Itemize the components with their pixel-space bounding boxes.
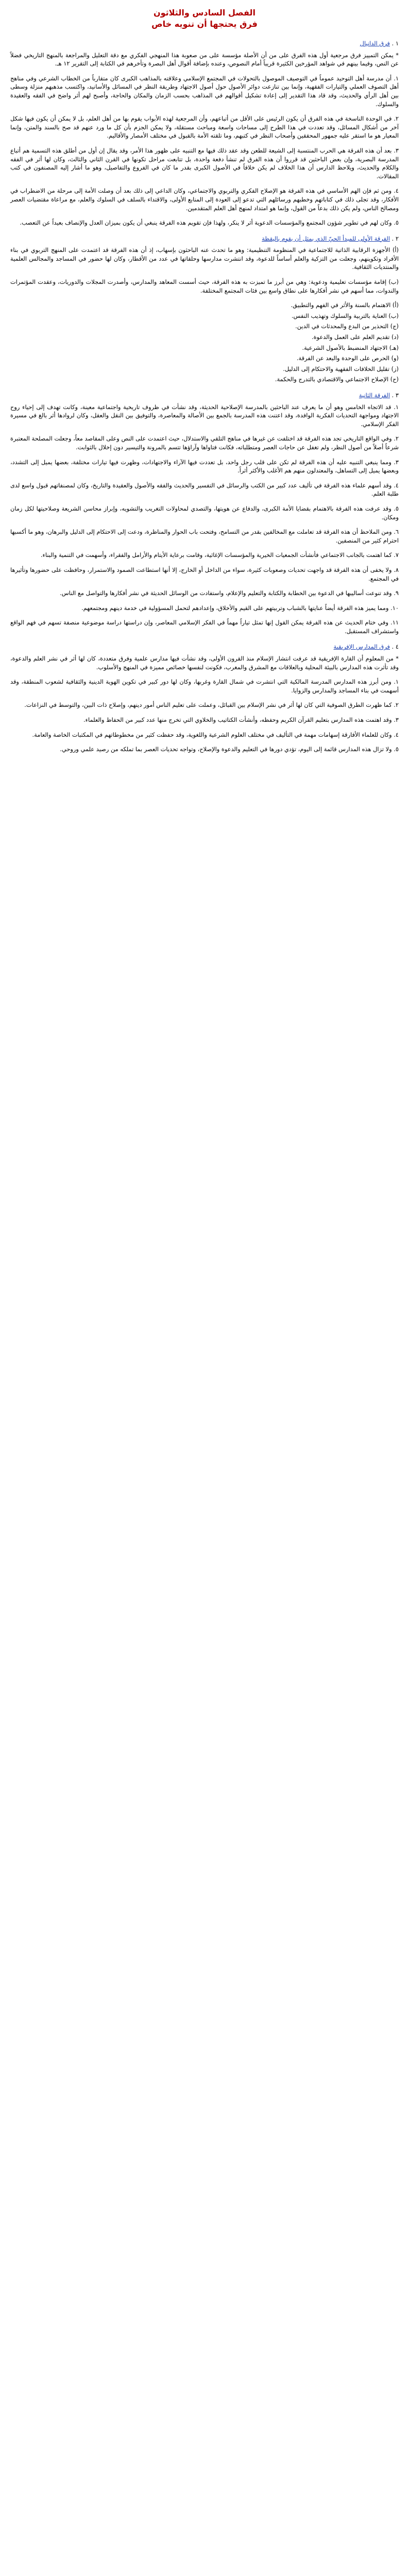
section-number: ٤: [395, 643, 399, 651]
paragraph: * من المعلوم أن القارة الإفريقية قد عرفت انتشار الإسلام منذ القرون الأولى، وقد نشأت فيها مدارس علمية وفرق متعددة، كان لها أثر في نشر العلم والدعوة، وقد تأثرت هذه المدارس بالبيئة المحلية وبالعلاقات مع المشرق والمغرب، فكونت لنفسها خصائص مميزة في المنهج والأسلوب.: [10, 655, 399, 671]
paragraph: ٤. ومن ثم فإن الهم الأساسي في هذه الفرقة هو الإصلاح الفكري والتربوي والاجتماعي، وكان الداعي إلى ذلك بعد أن وصلت الأمة إلى مرحلة من الاضطراب في الأفكار، وقد تجلى ذلك في كتاباتهم وخطبهم ورسائلهم التي تدعو إلى العودة إلى المنابع الأولى، والاقتداء بالسلف في السلوك والعلم، مع مراعاة مقتضيات العصر ومصالح الناس، ولم يكن ذلك بدعاً من القول، وإنما هو امتداد لمنهج أهل العلم المتقدمين.: [10, 187, 399, 212]
section-title-link[interactable]: الفرقة الأولى للمبدأ الحيّ الذي يمثل أن يقوم باليقظة: [262, 234, 390, 242]
paragraph: ١٠. ومما يميز هذه الفرقة أيضاً عنايتها بالشباب وتربيتهم على القيم والأخلاق، وإعدادهم لتحمل المسؤولية في خدمة دينهم ومجتمعهم.: [81, 604, 399, 612]
paragraph: * يمكن التمييز فرق مرجعية أول هذه الفرق على من أن الأصلة مؤسسة على من صعوبة هذا المنهجي الفكري مع دقة التعليل والمراجعة بالمنهج التاريخي فضلاً عن النص، وفيما بينهم في شواهد المؤرخين الكثيرة قريباً أمام النصوص، وعنده بإضافة أقوال أهل البصرة وتأخرهم في الكتابة إلى التقرير ١٢ هـ.: [10, 51, 399, 67]
list-item: (د) تقديم العلم على العمل والدعوة.: [312, 333, 399, 341]
list-item: (و) الحرص على الوحدة والبعد عن الفرقة.: [296, 354, 399, 362]
paragraph: ٣. وقد اهتمت هذه المدارس بتعليم القرآن الكريم وحفظه، وأنشأت الكتاتيب والخلاوي التي تخرج منها عدد كبير من الحفاظ والعلماء.: [83, 716, 399, 724]
paragraph: ٨. ولا يخفى أن هذه الفرقة قد واجهت تحديات وصعوبات كثيرة، سواء من الداخل أو الخارج، إلا أنها استطاعت الصمود والاستمرار، وحافظت على حضورها وتأثيرها في المجتمع.: [10, 566, 399, 582]
section-number: ١: [395, 40, 399, 47]
section-number: ٢: [395, 234, 399, 242]
paragraph: (ب) إقامة مؤسسات تعليمية ودعوية: وهي من أبرز ما تميزت به هذه الفرقة، حيث أسست المعاهد والمدارس، وأصدرت المجلات والدوريات، وعقدت المؤتمرات والندوات، مما أسهم في نشر أفكارها على نطاق واسع بين فئات المجتمع المختلفة.: [10, 278, 399, 294]
paragraph: ٣. ومما ينبغي التنبيه عليه أن هذه الفرقة لم تكن على قلب رجل واحد، بل تعددت فيها الآراء والاجتهادات، وظهرت فيها تيارات مختلفة، بعضها يميل إلى التشدد، وبعضها يميل إلى التساهل، والمعتدلون منهم هم الأغلب والأكثر أثراً.: [10, 458, 399, 474]
chapter-subtitle: فرق يحتجها أن تنويه خاص: [151, 19, 258, 29]
section-heading-4: ٤ . فرق المدارس الإفريقية: [333, 643, 399, 651]
paragraph: ٤. وقد أسهم علماء هذه الفرقة في تأليف عدد كبير من الكتب والرسائل في التفسير والحديث والفقه والأصول والعقيدة والتاريخ، وكان لمصنفاتهم قبول واسع لدى طلبة العلم.: [10, 481, 399, 498]
section-title-link[interactable]: فرق المدارس الإفريقية: [333, 643, 390, 651]
section-heading-2: ٢ . الفرقة الأولى للمبدأ الحيّ الذي يمثل أن يقوم باليقظة: [262, 234, 399, 242]
paragraph: ١. أن مدرسة أهل التوحيد عموماً في التوصيف الموصول بالتحولات في المجتمع الإسلامي وعلاقته بالمذاهب الكبرى كان متقارباً من الخطاب الشرعي وفي مناهج أهل التصوف العملي والتيارات الفقهية، وإنما بين تنازعت دوائر الأصول حول أصول الاجتهاد وطريقة النظر في المسائل والأسانيد، واكتسب مذهبهم منزلة وسطى بين أهل الرأي والحديث، وقد قاد هذا التقدير إلى إعادة تشكيل أقوالهم في المذاهب بحسب الزمان والمكان والحاجة، وأصبح لهم أثر واضح في الفقه والعقيدة والسلوك.: [10, 74, 399, 108]
section-number: ٣: [395, 392, 399, 399]
paragraph: ٩. وقد تنوعت أساليبها في الدعوة بين الخطابة والكتابة والتعليم والإعلام، واستفادت من الوسائل الحديثة في نشر أفكارها والتواصل مع الناس.: [60, 589, 399, 597]
paragraph: ٢. كما ظهرت الطرق الصوفية التي كان لها أثر في نشر الإسلام بين القبائل، وعملت على تعليم الناس أمور دينهم، وإصلاح ذات البين، والتوسط في النزاعات.: [24, 701, 399, 709]
section-heading-1: ١ . فرق الدانيال: [360, 40, 399, 47]
paragraph: ١١. وفي ختام الحديث عن هذه الفرقة يمكن القول إنها تمثل تياراً مهماً في الفكر الإسلامي المعاصر، وإن دراستها دراسة موضوعية منصفة تسهم في فهم الواقع واستشراف المستقبل.: [10, 619, 399, 635]
document-page: [0, 0, 409, 754]
paragraph: (أ) الأجهزة الرقابية الذاتية للاجتماعية في المنظومة التنظيمية: وهو ما تحدث عنه الباحثون بإسهاب، إذ أن هذه الفرقة قد اعتمدت على المنهج التربوي في بناء الأفراد وتكوينهم، وجعلت من التزكية والعلم أساساً للدعوة، وقد انتشرت مدارسها وحلقاتها في عدد من الأقطار، وكان لها حضور في المساجد والمجالس العلمية والمنتديات الثقافية.: [10, 246, 399, 271]
paragraph: ٦. ومن الملاحظ أن هذه الفرقة قد تعاملت مع المخالفين بقدر من التسامح، وفتحت باب الحوار والمناظرة، ودعت إلى الاحتكام إلى الدليل والبرهان، وهو ما أكسبها احترام كثير من المنصفين.: [10, 528, 399, 544]
paragraph: ٥. وكان لهم في تطوير شؤون المجتمع والمؤسسات الدعوية أثر لا ينكر، ولهذا فإن تقويم هذه الفرقة ينبغي أن يكون بميزان العدل والإنصاف بعيداً عن التعصب.: [20, 219, 399, 227]
list-item: (ب) العناية بالتربية والسلوك وتهذيب النفس.: [291, 312, 399, 319]
list-item: (ج) التحذير من البدع والمحدثات في الدين.: [295, 323, 399, 330]
bullet-list: [10, 301, 399, 384]
paragraph: ١. ومن أبرز هذه المدارس المدرسة المالكية التي انتشرت في شمال القارة وغربها، وكان لها دور كبير في تكوين الهوية الدينية والثقافية لشعوب المنطقة، وقد أسهمت في بناء المساجد والمدارس والزوايا.: [10, 678, 399, 694]
list-item: (هـ) الاجتهاد المنضبط بالأصول الشرعية.: [302, 344, 399, 351]
paragraph: ٢. وفي الواقع التاريخي تجد هذه الفرقة قد اختلفت عن غيرها في مناهج التلقي والاستدلال، حيث اعتمدت على النص وعلى المقاصد معاً، وجعلت المصلحة المعتبرة شرعاً أصلاً من أصول النظر، ولم تغفل عن حاجات العصر ومتطلباته، فكانت فتاواها وآراؤها تتسم بالمرونة والتيسير دون إخلال بالثوابت.: [10, 435, 399, 451]
paragraph: ٧. كما اهتمت بالجانب الاجتماعي فأنشأت الجمعيات الخيرية والمؤسسات الإغاثية، وقامت برعاية الأيتام والأرامل والفقراء، وأسهمت في التنمية والبناء.: [40, 551, 399, 559]
paragraph: ١. قد الاتجاه الخامس وهو أن ما يعرف عند الباحثين بالمدرسة الإصلاحية الحديثة، وقد نشأت في ظروف تاريخية واجتماعية معينة، وكانت تهدف إلى إحياء روح الاجتهاد ومواجهة التحديات الفكرية الوافدة، وقد اعتنت هذه المدرسة بالجمع بين الأصالة والمعاصرة، والتوفيق بين النقل والعقل، وكان لروادها أثر بالغ في مسيرة الفكر الإسلامي.: [10, 403, 399, 428]
section-title-link[interactable]: فرق الدانيال: [360, 40, 390, 47]
paragraph: ٥. وقد عرفت هذه الفرقة بالاهتمام بقضايا الأمة الكبرى، والدفاع عن هويتها، والتصدي لمحاولات التغريب والتشويه، وإبراز محاسن الشريعة وصلاحيتها لكل زمان ومكان.: [10, 504, 399, 521]
chapter-title: الفصل السادس والثلاثون: [153, 8, 256, 18]
paragraph: ٣. بعد أن هذه الفرقة هي الحرب المنتسبة إلى الشيعة للطعن وقد عقد ذلك فيها مع التنبيه على ظهور هذا الأمر، وقد يقال إن أول من أطلق هذه التسمية هم أتباع المدرسة البصرية، وإن بعض الباحثين قد قرروا أن هذه الفرق لم تنشأ دفعة واحدة، بل تتابعت مراحل تكونها في القرن الثاني والثالث، وكان لها أثر في الفقه والكلام والحديث، ويلاحظ الدارس أن هذا الخلاف لم يكن خلافاً في الأصول الكبرى بقدر ما كان في الفروع والتفاصيل، وهو ما أشار إليه المصنفون في كتب المقالات.: [10, 146, 399, 180]
paragraph: ٢. في الوحدة الناسخة في هذه الفرق أن يكون الرئيس على الأقل من أتباعهم، وأن المرجعية لهذه الأبواب يقوم بها من أهل العلم، بل لا يمكن أن يكون فيها شكل آخر من أشكال المسائل، وقد تعددت في هذا الطرح إلى مساحات واسعة ومباحث مستقلة، ولا يمكن الجزم بأن كل ما ورد عنهم قد صح بالسند والمتن، وإنما المعيار هو ما استقر عليه جمهور المحققين وأصحاب النظر في كتبهم، وما تلقته الأمة بالقبول في مختلف الأمصار والأقاليم.: [10, 115, 399, 140]
list-item: (ز) تقليل الخلافات الفقهية والاحتكام إلى الدليل.: [283, 365, 399, 372]
section-heading-3: ٣ . الفرقة الثانية: [359, 392, 399, 399]
list-item: (أ) الاهتمام بالسنة والأثر في الفهم والتطبيق.: [291, 301, 399, 309]
list-item: (ح) الإصلاح الاجتماعي والاقتصادي بالتدرج والحكمة.: [275, 376, 399, 383]
paragraph: ٤. وكان للعلماء الأفارقة إسهامات مهمة في التأليف في مختلف العلوم الشرعية واللغوية، وقد حفظت كثير من مخطوطاتهم في المكتبات الخاصة والعامة.: [32, 731, 399, 738]
section-title-link[interactable]: الفرقة الثانية: [359, 392, 390, 399]
paragraph: ٥. ولا تزال هذه المدارس قائمة إلى اليوم، تؤدي دورها في التعليم والدعوة والإصلاح، وتواجه تحديات العصر بما تملكه من رصيد علمي وروحي.: [60, 745, 399, 753]
